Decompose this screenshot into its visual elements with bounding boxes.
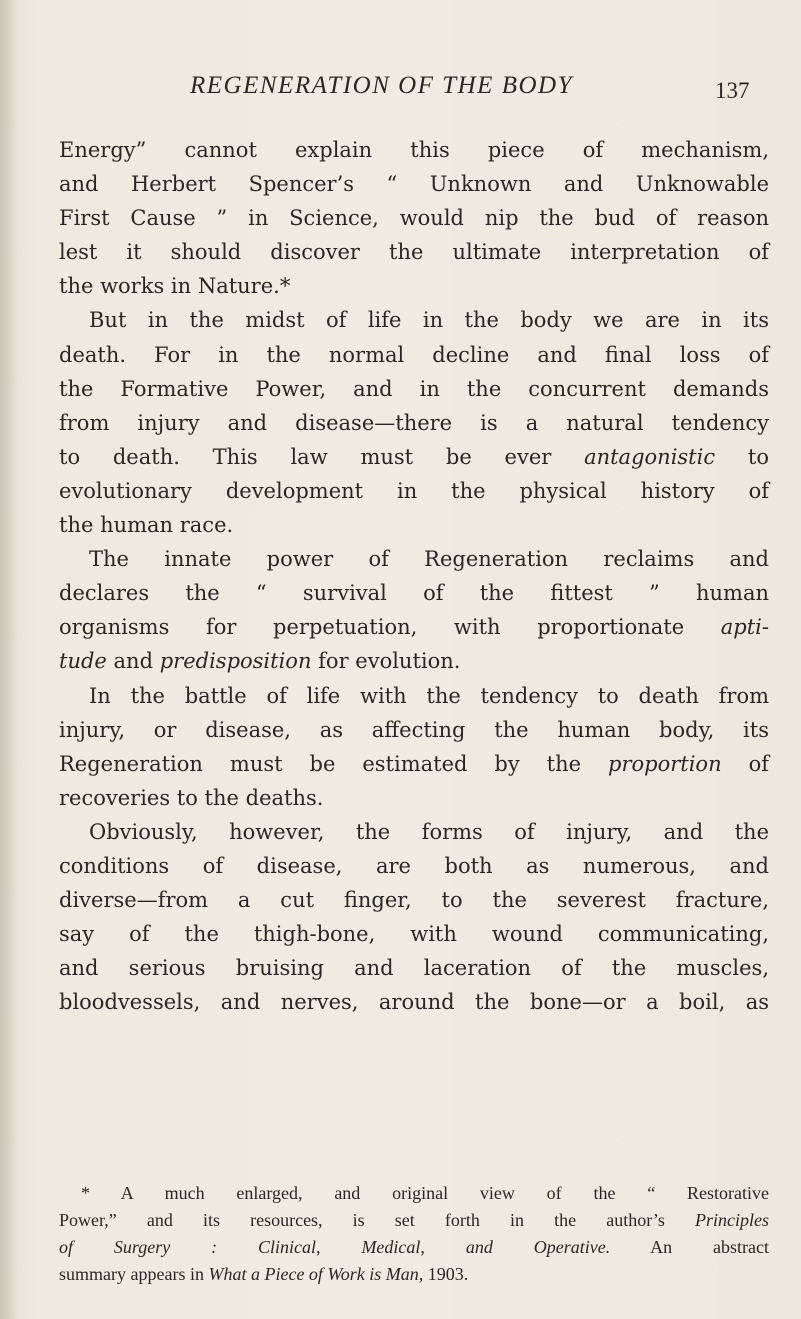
text-line: First Cause ” in Science, would nip the bud of reason (59, 206, 769, 231)
text-segment: An abstract (650, 1237, 769, 1257)
text-line: But in the midst of life in the body we are in its (89, 308, 769, 333)
text-line: death. For in the normal decline and final loss of (59, 342, 769, 367)
text-segment: summary appears in (59, 1264, 204, 1284)
italic-term: apti- (720, 615, 769, 640)
text-line: the human race. (59, 513, 234, 538)
italic-term: tude (59, 649, 107, 674)
page-gutter-shadow (0, 0, 18, 1319)
italic-term: predisposition (159, 649, 312, 674)
running-head (0, 72, 801, 112)
text-line: recoveries to the deaths. (59, 785, 324, 810)
text-line: diverse—from a cut finger, to the severest fracture, (59, 888, 769, 913)
text-line (59, 440, 769, 474)
italic-title: Principles (695, 1210, 770, 1230)
body-text (59, 133, 769, 1019)
text-segment: to (747, 444, 769, 469)
footnote-line: * A much enlarged, and original view of the “ Restorative (81, 1183, 769, 1203)
footnote-line (59, 1261, 769, 1288)
text-segment: organisms for perpetuation, with proportionate (59, 615, 685, 640)
text-line: and Herbert Spencer’s “ Unknown and Unknowable (59, 172, 769, 197)
footnote-line (59, 1207, 769, 1234)
text-line: In the battle of life with the tendency to death from (89, 683, 769, 708)
text-line: conditions of disease, are both as numerous, and (59, 853, 769, 878)
italic-term: proportion (608, 751, 722, 776)
text-line: from injury and disease—there is a natural tendency (59, 410, 769, 435)
footnote (59, 1180, 769, 1288)
text-line (59, 747, 769, 781)
page-number: 137 (715, 78, 750, 103)
text-segment: to death. This law must be ever (59, 444, 552, 469)
text-line: The innate power of Regeneration reclaims and (89, 547, 769, 572)
running-head-title: REGENERATION OF THE BODY (190, 72, 573, 99)
text-line: injury, or disease, as affecting the human body, its (59, 717, 769, 742)
text-line: the works in Nature.* (59, 274, 291, 299)
italic-title: of Surgery : Clinical, Medical, and Operative. (59, 1237, 611, 1257)
text-segment: for evolution. (318, 649, 461, 674)
text-line: Obviously, however, the forms of injury, and the (89, 819, 769, 844)
footnote-line (59, 1234, 769, 1261)
text-line: and serious bruising and laceration of the muscles, (59, 956, 769, 981)
text-segment: 1903. (427, 1264, 469, 1284)
text-line: bloodvessels, and nerves, around the bone—or a boil, as (59, 990, 769, 1015)
text-segment: of (748, 751, 769, 776)
text-line: lest it should discover the ultimate interpretation of (59, 240, 769, 265)
text-line (59, 610, 769, 644)
text-line: the Formative Power, and in the concurrent demands (59, 376, 769, 401)
text-segment: Power,” and its resources, is set forth in the author’s (59, 1210, 665, 1230)
text-line: declares the “ survival of the fittest ” human (59, 581, 769, 606)
text-line: say of the thigh-bone, with wound communicating, (59, 922, 769, 947)
italic-term: antagonistic (584, 444, 716, 469)
italic-title: What a Piece of Work is Man, (208, 1264, 424, 1284)
text-line: Energy” cannot explain this piece of mechanism, (59, 138, 769, 162)
text-line (59, 644, 769, 678)
text-line: evolutionary development in the physical history of (59, 478, 769, 503)
text-segment: Regeneration must be estimated by the (59, 751, 582, 776)
text-segment: and (113, 649, 154, 674)
